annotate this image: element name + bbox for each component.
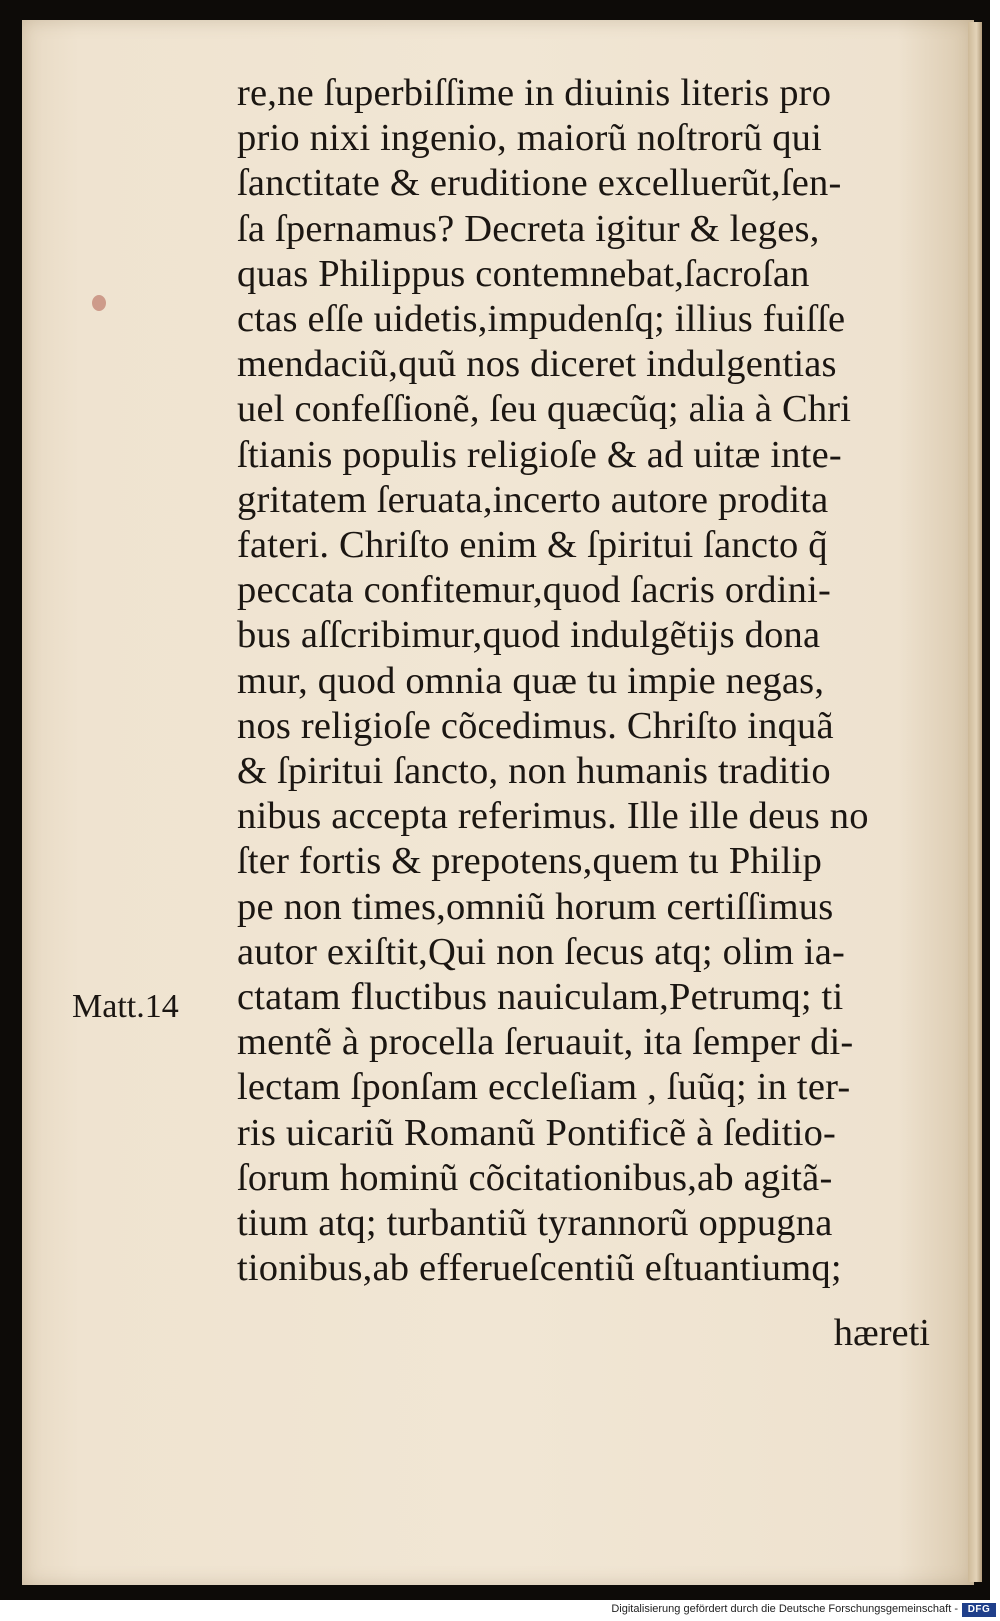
catchword: hæreti: [833, 1312, 930, 1354]
text-line: nos religioſe cõcedimus. Chriſto inquã: [237, 704, 834, 747]
text-line: pe non times,omniũ horum certiſſimus: [237, 885, 834, 928]
text-line: ris uicariũ Romanũ Pontificẽ à ſeditio-: [237, 1111, 837, 1154]
text-line: gritatem ſeruata,incerto autore prodita: [237, 478, 829, 521]
text-line: re,ne ſuperbiſſime in diuinis literis pro: [237, 72, 832, 114]
text-line: ſanctitate & eruditione excelluerũt,ſen-: [237, 162, 842, 205]
text-line: prio nixi ingenio, maiorũ noſtrorũ qui: [237, 117, 823, 160]
text-line: mendaciũ,quũ nos diceret indulgentias: [237, 343, 837, 386]
text-block: [237, 71, 947, 1291]
text-line: ſter fortis & prepotens,quem tu Philip: [237, 840, 823, 883]
page-edge: [968, 22, 982, 1582]
text-line: mentẽ à procella ſeruauit, ita ſemper di-: [237, 1021, 854, 1064]
text-line: fateri. Chriſto enim & ſpiritui ſancto q̃: [237, 524, 828, 567]
digitization-credit: Digitalisierung gefördert durch die Deutsche Forschungsgemeinschaft -: [611, 1603, 958, 1615]
text-line: lectam ſponſam eccleſiam , ſuũq; in ter-: [237, 1066, 851, 1109]
text-line: bus aſſcribimur,quod indulgẽtijs dona: [237, 614, 821, 657]
text-line: ſa ſpernamus? Decreta igitur & leges,: [237, 207, 820, 250]
text-line: ſtianis populis religioſe & ad uitæ inte-: [237, 433, 842, 476]
text-line: tium atq; turbantiũ tyrannorũ oppugna: [237, 1202, 833, 1245]
text-line: ctas eſſe uidetis,impudenſq; illius fuiſſe: [237, 298, 846, 341]
text-line: autor exiſtit,Qui non ſecus atq; olim ia-: [237, 930, 846, 973]
text-line: quas Philippus contemnebat,ſacroſan: [237, 252, 810, 295]
text-line: nibus accepta referimus. Ille ille deus no: [237, 795, 869, 838]
text-line: uel confeſſionẽ, ſeu quæcũq; alia à Chri: [237, 388, 852, 431]
text-line: mur, quod omnia quæ tu impie negas,: [237, 659, 825, 702]
text-line: tionibus,ab efferueſcentiũ eſtuantiumq;: [237, 1247, 842, 1290]
dfg-logo-icon: DFG: [962, 1603, 996, 1617]
marginal-note: Matt.14: [72, 988, 179, 1025]
ink-stain: [92, 295, 106, 311]
text-line: & ſpiritui ſancto, non humanis traditio: [237, 750, 831, 793]
text-line: peccata confitemur,quod ſacris ordini-: [237, 569, 832, 612]
text-line: ctatam fluctibus nauiculam,Petrumq; ti: [237, 976, 844, 1019]
text-line: ſorum hominũ cõcitationibus,ab agitã-: [237, 1156, 833, 1199]
